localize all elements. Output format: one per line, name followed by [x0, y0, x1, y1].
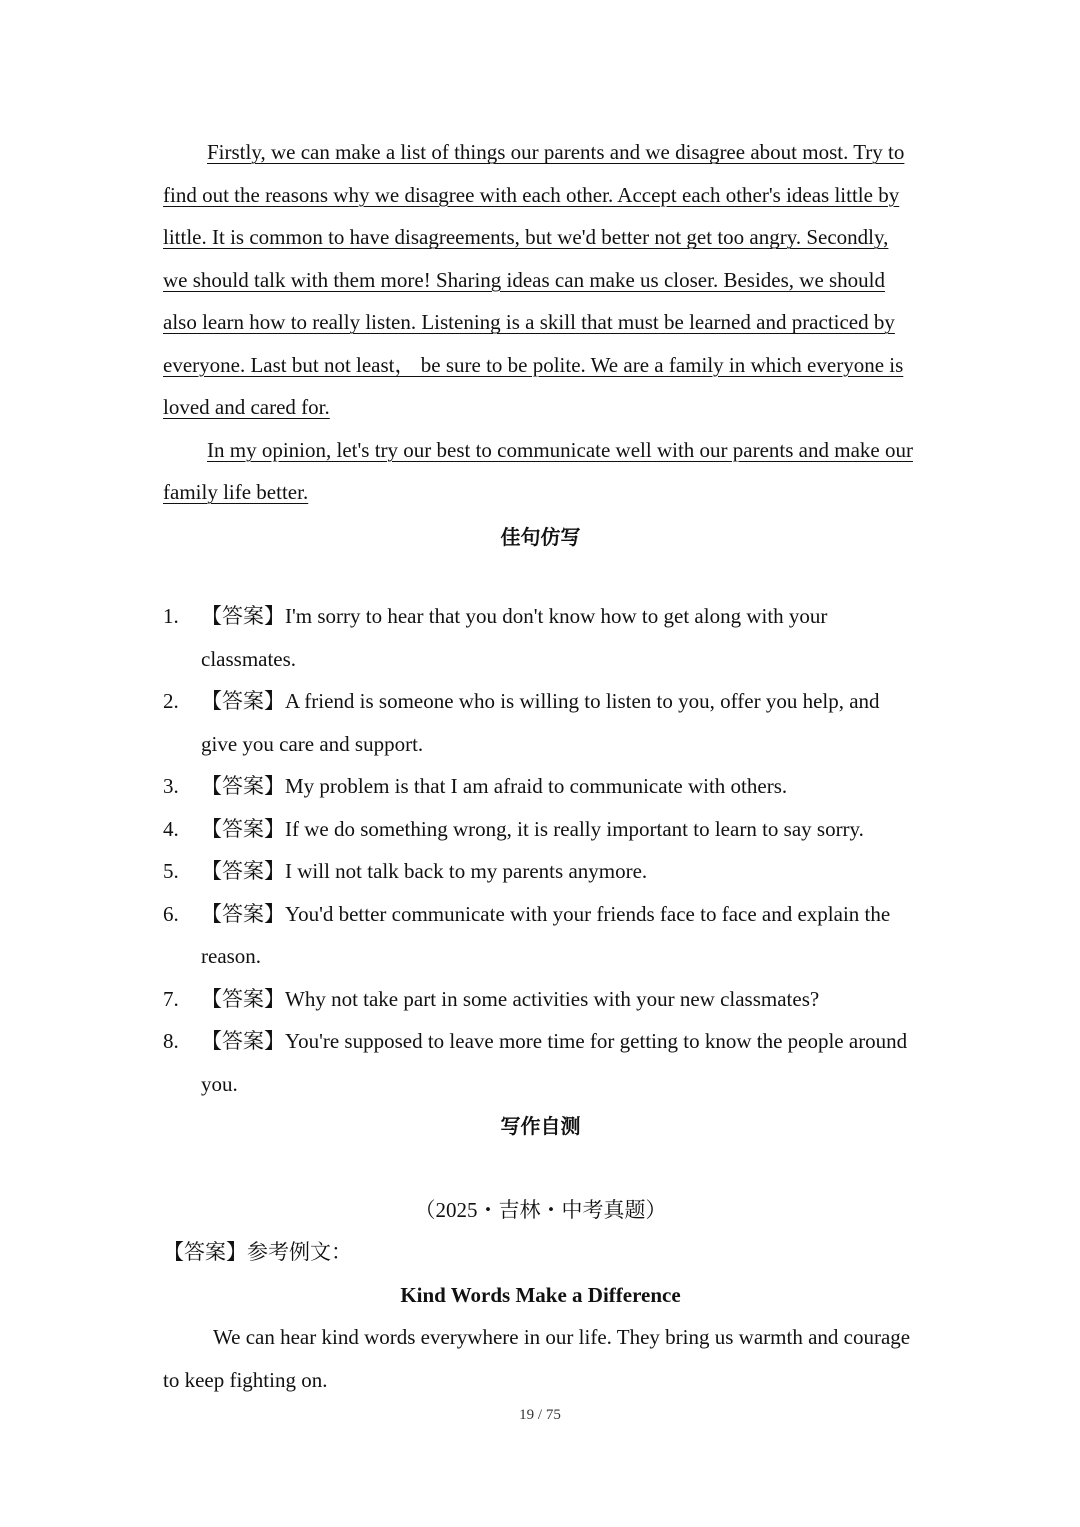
document-page — [163, 131, 918, 1401]
item-number: 7. — [163, 986, 179, 1011]
answer-tag: 【答案】 — [201, 986, 285, 1011]
item-number: 3. — [163, 774, 179, 798]
answer-text: I'm sorry to hear that you don't know how to get along with your classmates. — [201, 604, 828, 671]
answer-text: My problem is that I am afraid to communicate with others. — [285, 774, 788, 798]
list-item — [163, 680, 918, 765]
list-item — [163, 765, 918, 808]
section-title-sentence-imitation: 佳句仿写 — [500, 524, 581, 549]
item-number: 8. — [163, 1029, 179, 1053]
answer-tag: 【答案】 — [201, 901, 285, 926]
essay-title: Kind Words Make a Difference — [400, 1282, 681, 1307]
answer-tag: 【答案】 — [201, 859, 285, 883]
passage-paragraph-1: Firstly, we can make a list of things our parents and we disagree about most. Try to find out the reasons why we disagree with each other. Accept each other's ideas little by little. It is common to have disagreements, but we'd better not get too angry. Secondly, we should talk with them more! Sharing ideas can make us closer. Besides, we should also learn how to really listen. Listening is a skill that must be learned and practiced by everyone. Last but not least， be sure to be polite. We are a family in which everyone is loved and cared for. — [163, 140, 905, 419]
item-number: 1. — [163, 604, 179, 628]
answer-list — [163, 595, 918, 1105]
answer-text: You'd better communicate with your friends face to face and explain the reason. — [201, 901, 891, 968]
answer-text: If we do something wrong, it is really important to learn to say sorry. — [285, 816, 864, 841]
answer-tag: 【答案】 — [201, 604, 285, 628]
item-number: 5. — [163, 859, 179, 883]
answer-tag: 【答案】 — [201, 1029, 285, 1053]
list-item — [163, 595, 918, 680]
item-number: 6. — [163, 901, 179, 926]
item-number: 4. — [163, 816, 179, 841]
item-number: 2. — [163, 689, 179, 713]
list-item — [163, 893, 918, 978]
list-item — [163, 850, 918, 893]
answer-intro: 【答案】参考例文： — [163, 1240, 352, 1264]
list-item — [163, 808, 918, 851]
section-title-writing-self-test: 写作自测 — [500, 1114, 581, 1138]
answer-text: I will not talk back to my parents anymore. — [285, 859, 648, 883]
list-item — [163, 1020, 918, 1105]
passage-paragraph-2: In my opinion, let's try our best to communicate well with our parents and make our family life better. — [163, 437, 913, 504]
answer-tag: 【答案】 — [201, 689, 285, 713]
answer-text: Why not take part in some activities with your new classmates? — [285, 986, 820, 1011]
exam-source: （2025・吉林・中考真题） — [414, 1197, 667, 1222]
essay-paragraph: We can hear kind words everywhere in our life. They bring us warmth and courage to keep fighting on. — [163, 1325, 911, 1392]
answer-text: A friend is someone who is willing to listen to you, offer you help, and give you care and support. — [201, 689, 880, 756]
answer-tag: 【答案】 — [201, 774, 285, 798]
answer-text: You're supposed to leave more time for getting to know the people around you. — [201, 1029, 908, 1096]
list-item — [163, 978, 918, 1021]
page-number: 19 / 75 — [519, 1407, 561, 1423]
answer-tag: 【答案】 — [201, 816, 285, 841]
